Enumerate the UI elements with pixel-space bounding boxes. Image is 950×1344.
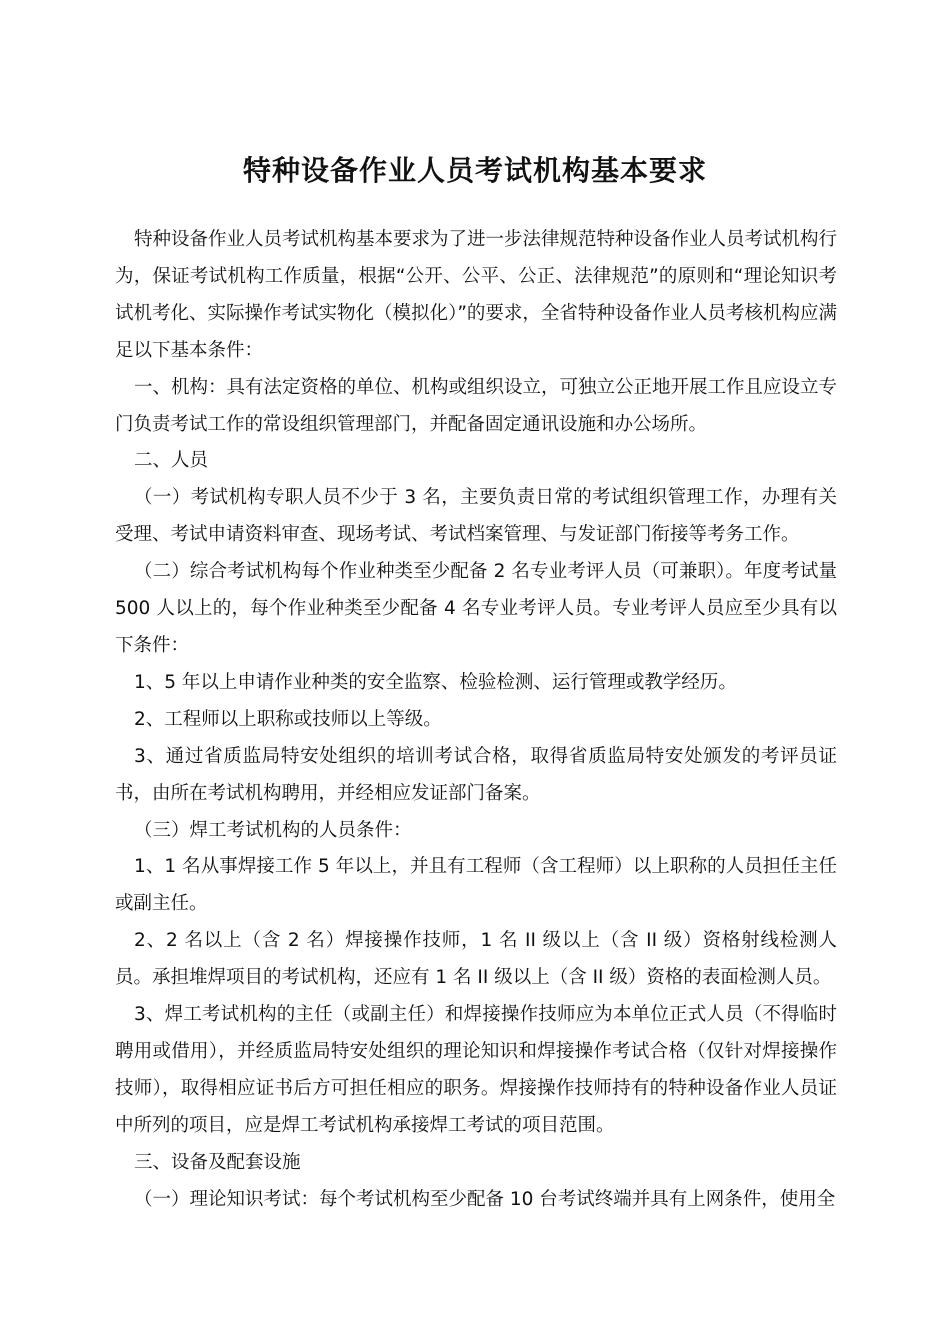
section-2-item-1: （一）考试机构专职人员不少于 3 名，主要负责日常的考试组织管理工作，办理有关受理、考试申请资料审查、现场考试、考试档案管理、与发证部门衔接等考务工作。 xyxy=(115,487,837,546)
section-2-item-3: （三）焊工考试机构的人员条件： xyxy=(134,819,412,841)
section-2-item-3-cond-1: 1、1 名从事焊接工作 5 年以上，并且有工程师（含工程师）以上职称的人员担任主任或副主任。 xyxy=(115,856,837,915)
section-2-item-2-cond-1: 1、5 年以上申请作业种类的安全监察、检验检测、运行管理或教学经历。 xyxy=(134,671,737,693)
intro-paragraph: 特种设备作业人员考试机构基本要求为了进一步法律规范特种设备作业人员考试机构行为，保证考试机构工作质量，根据“公开、公平、公正、法律规范”的原则和“理论知识考试机考化、实际操作考试实物化（模拟化）”的要求，全省特种设备作业人员考核机构应满足以下基本条件： xyxy=(115,229,838,361)
section-3-heading: 三、设备及配套设施 xyxy=(134,1151,301,1173)
document-body xyxy=(115,222,837,1218)
document-title: 特种设备作业人员考试机构基本要求 xyxy=(242,153,707,187)
section-1-institution: 一、机构：具有法定资格的单位、机构或组织设立，可独立公正地开展工作且应设立专门负责考试工作的常设组织管理部门，并配备固定通讯设施和办公场所。 xyxy=(115,376,838,435)
section-2-item-2-cond-3: 3、通过省质监局特安处组织的培训考试合格，取得省质监局特安处颁发的考评员证书，由所在考试机构聘用，并经相应发证部门备案。 xyxy=(115,745,837,804)
section-3-item-1: （一）理论知识考试：每个考试机构至少配备 10 台考试终端并具有上网条件，使用全 xyxy=(134,1188,836,1210)
section-2-item-3-cond-2: 2、2 名以上（含 2 名）焊接操作技师，1 名 II 级以上（含 II 级）资格射线检测人员。承担堆焊项目的考试机构，还应有 1 名 II 级以上（含 II 级）资格的表面检测人员。 xyxy=(115,930,837,989)
section-2-item-3-cond-3: 3、焊工考试机构的主任（或副主任）和焊接操作技师应为本单位正式人员（不得临时聘用或借用），并经质监局特安处组织的理论知识和焊接操作考试合格（仅针对焊接操作技师），取得相应证书后方可担任相应的职务。焊接操作技师持有的特种设备作业人员证中所列的项目，应是焊工考试机构承接焊工考试的项目范围。 xyxy=(115,1004,837,1136)
section-2-heading: 二、人员 xyxy=(134,450,209,472)
section-2-item-2-cond-2: 2、工程师以上职称或技师以上等级。 xyxy=(134,708,442,730)
section-2-item-2: （二）综合考试机构每个作业种类至少配备 2 名专业考评人员（可兼职）。年度考试量 500 人以上的，每个作业种类至少配备 4 名专业考评人员。专业考评人员应至少具有以下条件： xyxy=(115,561,837,656)
